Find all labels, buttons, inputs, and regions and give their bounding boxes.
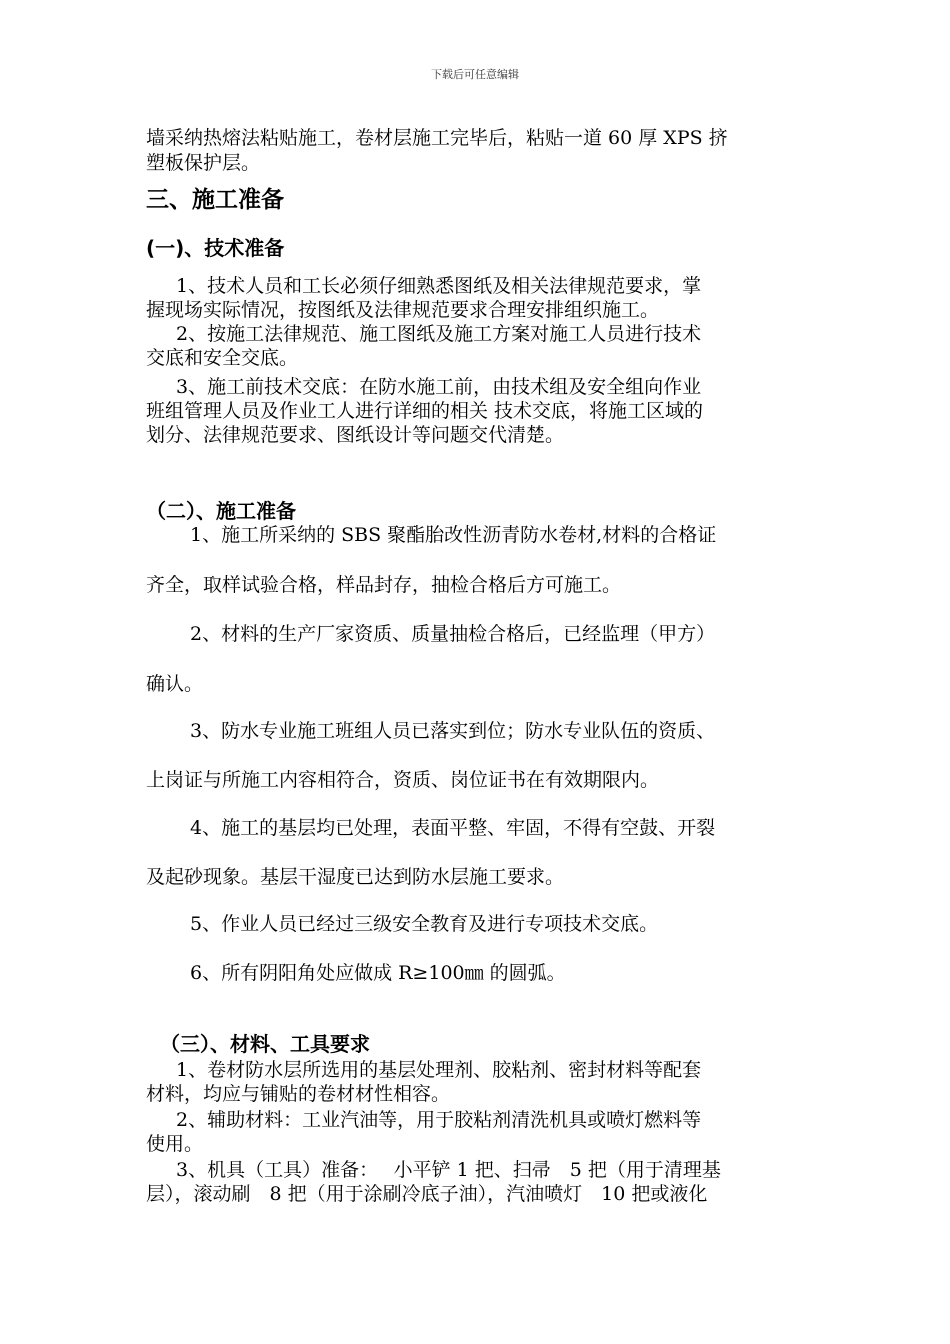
paragraph-line: 1、施工所采纳的 SBS 聚酯胎改性沥青防水卷材,材料的合格证 xyxy=(190,524,717,546)
paragraph-line: 握现场实际情况，按图纸及法律规范要求合理安排组织施工。 xyxy=(146,299,660,321)
paragraph-line: 2、材料的生产厂家资质、质量抽检合格后，已经监理（甲方） xyxy=(190,623,716,645)
subsection-heading-construction: （二）、施工准备 xyxy=(146,499,296,523)
paragraph-line: 确认。 xyxy=(146,673,204,695)
paragraph-line: 材料，均应与铺贴的卷材材性相容。 xyxy=(146,1083,451,1105)
paragraph-line: 班组管理人员及作业工人进行详细的相关 技术交底，将施工区域的 xyxy=(146,400,704,422)
intro-line: 墙采纳热熔法粘贴施工，卷材层施工完毕后，粘贴一道 60 厚 XPS 挤 xyxy=(146,127,728,149)
paragraph-line: 上岗证与所施工内容相符合，资质、岗位证书在有效期限内。 xyxy=(146,769,660,791)
paragraph-line: 4、施工的基层均已处理，表面平整、牢固，不得有空鼓、开裂 xyxy=(190,817,716,839)
subsection-heading-materials: （三）、材料、工具要求 xyxy=(160,1032,370,1056)
page-header: 下载后可任意编辑 xyxy=(431,68,519,81)
paragraph-line: 使用。 xyxy=(146,1133,204,1155)
paragraph-line: 3、施工前技术交底：在防水施工前，由技术组及安全组向作业 xyxy=(176,376,702,398)
intro-line: 塑板保护层。 xyxy=(146,152,261,174)
paragraph-line: 1、技术人员和工长必须仔细熟悉图纸及相关法律规范要求，掌 xyxy=(176,275,702,297)
paragraph-line: 及起砂现象。基层干湿度已达到防水层施工要求。 xyxy=(146,866,565,888)
section-heading: 三、施工准备 xyxy=(146,187,284,213)
paragraph-line: 交底和安全交底。 xyxy=(146,347,299,369)
paragraph-line: 齐全，取样试验合格，样品封存，抽检合格后方可施工。 xyxy=(146,574,622,596)
paragraph-line: 3、防水专业施工班组人员已落实到位；防水专业队伍的资质、 xyxy=(190,720,716,742)
paragraph-line: 2、按施工法律规范、施工图纸及施工方案对施工人员进行技术 xyxy=(176,323,702,345)
paragraph-line: 6、所有阴阳角处应做成 R≥100㎜ 的圆弧。 xyxy=(190,962,566,984)
paragraph-line: 层），滚动刷 8 把（用于涂刷冷底子油），汽油喷灯 10 把或液化 xyxy=(146,1183,708,1205)
paragraph-line: 划分、法律规范要求、图纸设计等问题交代清楚。 xyxy=(146,424,565,446)
paragraph-line: 1、卷材防水层所选用的基层处理剂、胶粘剂、密封材料等配套 xyxy=(176,1059,702,1081)
paragraph-line: 3、机具（工具）准备： 小平铲 1 把、扫帚 5 把（用于清理基 xyxy=(176,1159,721,1181)
paragraph-line: 5、作业人员已经过三级安全教育及进行专项技术交底。 xyxy=(190,913,659,935)
paragraph-line: 2、辅助材料：工业汽油等，用于胶粘剂清洗机具或喷灯燃料等 xyxy=(176,1109,702,1131)
subsection-heading-tech: (一)、技术准备 xyxy=(146,236,285,260)
